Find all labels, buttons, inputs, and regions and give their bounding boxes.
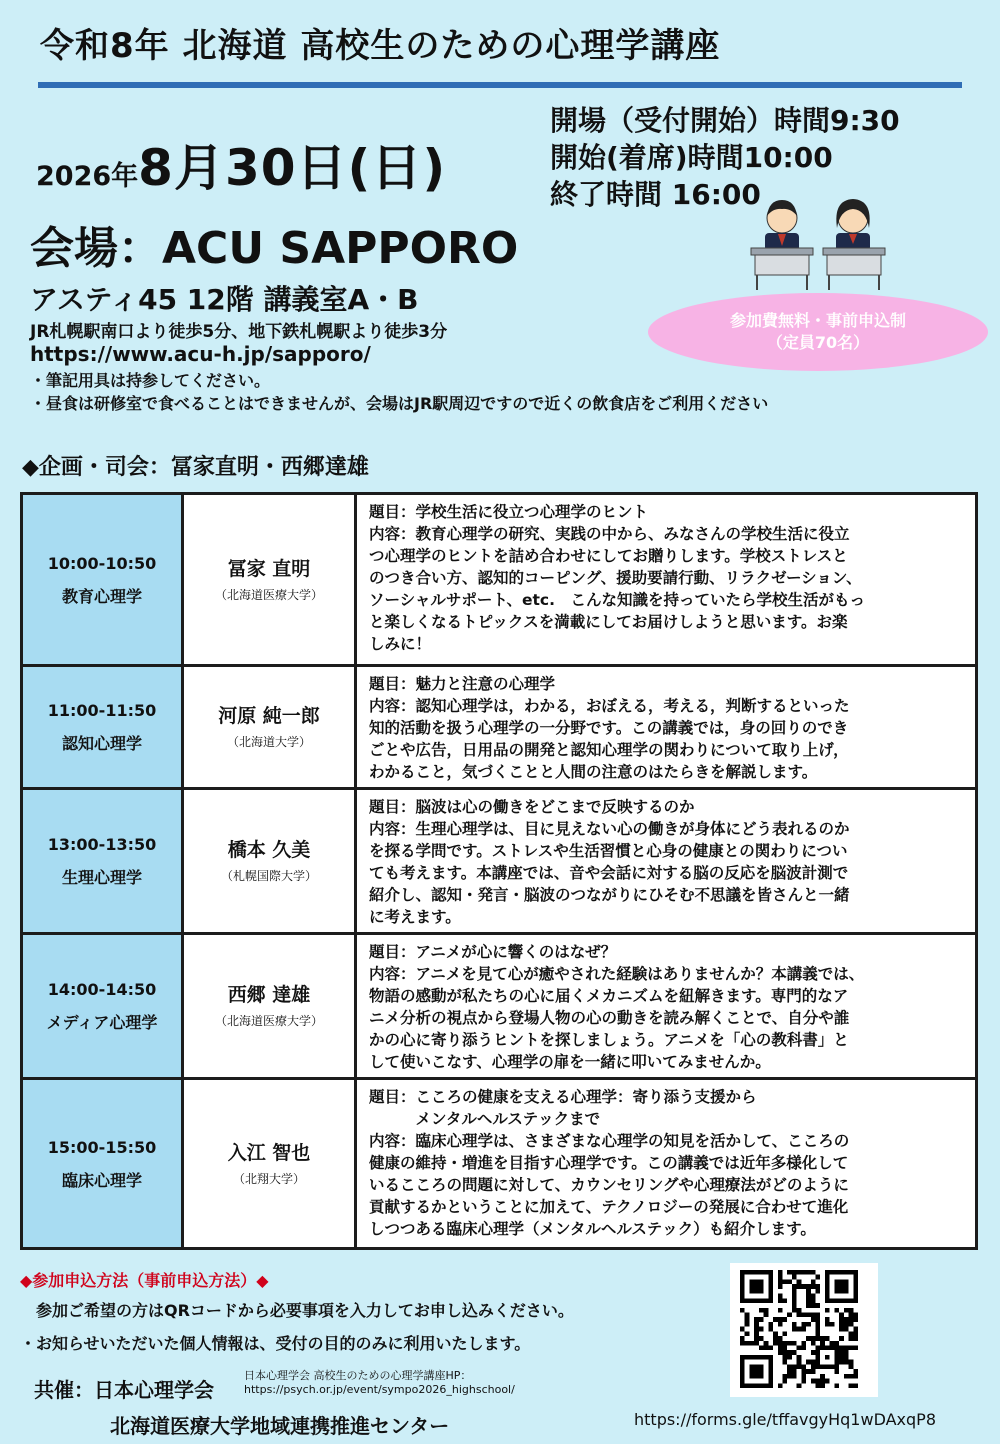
speaker-name: 橋本 久美 — [227, 839, 311, 861]
description-line: 内容：教育心理学の研究、実践の中から、みなさんの学校生活に役立 — [369, 525, 850, 543]
description-cell — [356, 1079, 977, 1249]
venue-url[interactable]: https://www.acu-h.jp/sapporo/ — [30, 342, 371, 366]
session-time: 10:00-10:50 — [47, 553, 157, 573]
students-illustration — [745, 188, 895, 292]
description-cell — [356, 789, 977, 934]
schedule-row — [22, 1079, 977, 1249]
description-line: 紹介し、認知・発言・脳波のつながりにひそむ不思議を皆さんと一緒 — [369, 886, 850, 904]
description-line: しつつある臨床心理学（メンタルヘルステック）も紹介します。 — [369, 1220, 816, 1238]
access-info: JR札幌駅南口より徒歩5分、地下鉄札幌駅より徒歩3分 — [30, 322, 448, 342]
description-line: 知的活動を扱う心理学の一分野です。この講義では，身の回りのでき — [369, 719, 849, 737]
description-line: ニメ分析の視点から登場人物の心の動きを読み解くことで、自分や誰 — [369, 1009, 850, 1027]
time-cell — [22, 1079, 183, 1249]
session-field: 生理心理学 — [61, 868, 142, 887]
schedule-row — [22, 666, 977, 789]
page-title: 令和8年 北海道 高校生のための心理学講座 — [40, 26, 721, 66]
apply-heading: ◆参加申込方法（事前申込方法）◆ — [20, 1271, 269, 1290]
session-field: 認知心理学 — [61, 734, 142, 753]
description-line: を探る学問です。ストレスや生活習慣と心身の健康との関わりについ — [369, 842, 848, 860]
description-cell — [356, 666, 977, 789]
schedule-row — [22, 494, 977, 666]
description-line: ソーシャルサポート、etc. こんな知識を持っていたら学校生活がもっ — [369, 591, 865, 609]
time-cell — [22, 934, 183, 1079]
description-line: つ心理学のヒントを詰め合わせにしてお贈りします。学校ストレスと — [369, 547, 848, 565]
schedule-table — [20, 492, 978, 1250]
speaker-cell — [183, 789, 356, 934]
speaker-affiliation: （北翔大学） — [232, 1171, 305, 1186]
description-line: のつき合い方、認知的コーピング、援助要請行動、リラクゼーション、 — [369, 569, 862, 587]
description-line: 内容：生理心理学は、目に見えない心の働きが身体にどう表れるのか — [369, 820, 850, 838]
description-line: 題目：こころの健康を支える心理学：寄り添う支援から — [369, 1088, 757, 1106]
description-line: わかること，気づくことと人間の注意のはたらきを解説します。 — [369, 763, 818, 781]
description-line: ごとや広告，日用品の開発と認知心理学の関わりについて取り上げ， — [369, 741, 849, 759]
speaker-affiliation: （北海道医療大学） — [214, 587, 323, 602]
description-line: 題目：魅力と注意の心理学 — [369, 675, 556, 693]
cohost: 共催：日本心理学会 — [34, 1378, 214, 1402]
open-time: 開場（受付開始）時間9:30 — [550, 104, 900, 137]
title-underline — [38, 82, 962, 88]
description-cell — [356, 934, 977, 1079]
description-line: メンタルヘルステックまで — [369, 1110, 601, 1128]
description-line: ても考えます。本講座では、音や会話に対する脳の反応を脳波計測で — [369, 864, 849, 882]
venue-room: アスティ45 12階 講義室A・B — [30, 283, 419, 316]
schedule-row — [22, 934, 977, 1079]
description-line: に考えます。 — [369, 908, 461, 926]
speaker-cell — [183, 1079, 356, 1249]
event-year: 2026年 — [36, 161, 139, 192]
apply-instruction: 参加ご希望の方はQRコードから必要事項を入力してお申し込みください。 — [36, 1301, 574, 1320]
session-time: 14:00-14:50 — [47, 980, 157, 999]
session-time: 15:00-15:50 — [47, 1137, 157, 1157]
time-cell — [22, 666, 183, 789]
description-line: 題目：学校生活に役立つ心理学のヒント — [369, 503, 649, 521]
description-line: かの心に寄り添うヒントを探しましょう。アニメを「心の教科書」と — [369, 1031, 849, 1049]
speaker-name: 西郷 達雄 — [227, 984, 311, 1006]
session-time: 13:00-13:50 — [47, 835, 157, 854]
venue-name: 会場：ACU SAPPORO — [30, 223, 519, 274]
event-date — [36, 128, 446, 200]
speaker-cell — [183, 666, 356, 789]
speaker-cell — [183, 934, 356, 1079]
description-line: 題目：アニメが心に響くのはなぜ？ — [369, 943, 617, 961]
description-line: しみに！ — [369, 635, 432, 653]
description-cell — [356, 494, 977, 666]
fee-text: 参加費無料・事前申込制 — [729, 311, 906, 330]
description-line: 題目：脳波は心の働きをどこまで反映するのか — [369, 798, 695, 816]
description-line: いるこころの問題に対して、カウンセリングや心理療法がどのように — [369, 1176, 849, 1194]
speaker-affiliation: （北海道医療大学） — [214, 1014, 323, 1028]
host-organization: 北海道医療大学地域連携推進センター — [110, 1414, 450, 1438]
privacy-note: ・お知らせいただいた個人情報は、受付の目的のみに利用いたします。 — [20, 1334, 531, 1353]
speaker-name: 入江 智也 — [227, 1141, 311, 1164]
schedule-row — [22, 789, 977, 934]
qr-code-icon[interactable] — [740, 1270, 858, 1388]
speaker-affiliation: （札幌国際大学） — [220, 869, 317, 883]
fee-badge — [648, 293, 988, 371]
start-time: 開始(着席)時間10:00 — [550, 141, 833, 174]
description-line: して使いこなす、心理学の扉を一緒に叩いてみませんか。 — [369, 1053, 771, 1071]
session-field: 教育心理学 — [61, 586, 142, 606]
note-stationery: ・筆記用具は持参してください。 — [30, 371, 271, 390]
description-line: 健康の維持・増進を目指す心理学です。この講義では近年多様化して — [369, 1154, 849, 1172]
speaker-cell — [183, 494, 356, 666]
organizer-info: ◆企画・司会：冨家直明・西郷達雄 — [22, 455, 369, 480]
speaker-name: 河原 純一郎 — [218, 705, 320, 727]
session-field: メディア心理学 — [46, 1013, 158, 1032]
description-line: 内容：認知心理学は，わかる，おぼえる，考える，判断するといった — [369, 697, 850, 715]
speaker-affiliation: （北海道大学） — [226, 735, 311, 749]
time-cell — [22, 789, 183, 934]
description-line: 内容：アニメを見て心が癒やされた経験はありませんか？本講義では、 — [369, 965, 865, 983]
description-line: 貢献するかということに加えて、テクノロジーの発展に合わせて進化 — [369, 1198, 849, 1216]
homepage-label: 日本心理学会 高校生のための心理学講座HP： — [244, 1369, 472, 1382]
description-line: 物語の感動が私たちの心に届くメカニズムを紐解きます。専門的なア — [369, 987, 849, 1005]
time-cell — [22, 494, 183, 666]
session-field: 臨床心理学 — [61, 1170, 142, 1190]
description-line: 内容：臨床心理学は、さまざまな心理学の知見を活かして、こころの — [369, 1132, 850, 1150]
homepage-url[interactable]: https://psych.or.jp/event/sympo2026_highschool/ — [244, 1383, 515, 1396]
description-line: と楽しくなるトピックスを満載にしてお届けしようと思います。お楽 — [369, 613, 848, 631]
note-lunch: ・昼食は研修室で食べることはできませんが、会場はJR駅周辺ですので近くの飲食店をご利用ください — [30, 394, 769, 413]
session-time: 11:00-11:50 — [47, 701, 157, 720]
end-time: 終了時間 16:00 — [550, 178, 761, 211]
event-day: 8月30日(日) — [138, 139, 447, 197]
speaker-name: 冨家 直明 — [227, 557, 311, 580]
capacity-text: （定員70名） — [766, 333, 870, 352]
form-url[interactable]: https://forms.gle/tffavgyHq1wDAxqP8 — [634, 1410, 936, 1429]
